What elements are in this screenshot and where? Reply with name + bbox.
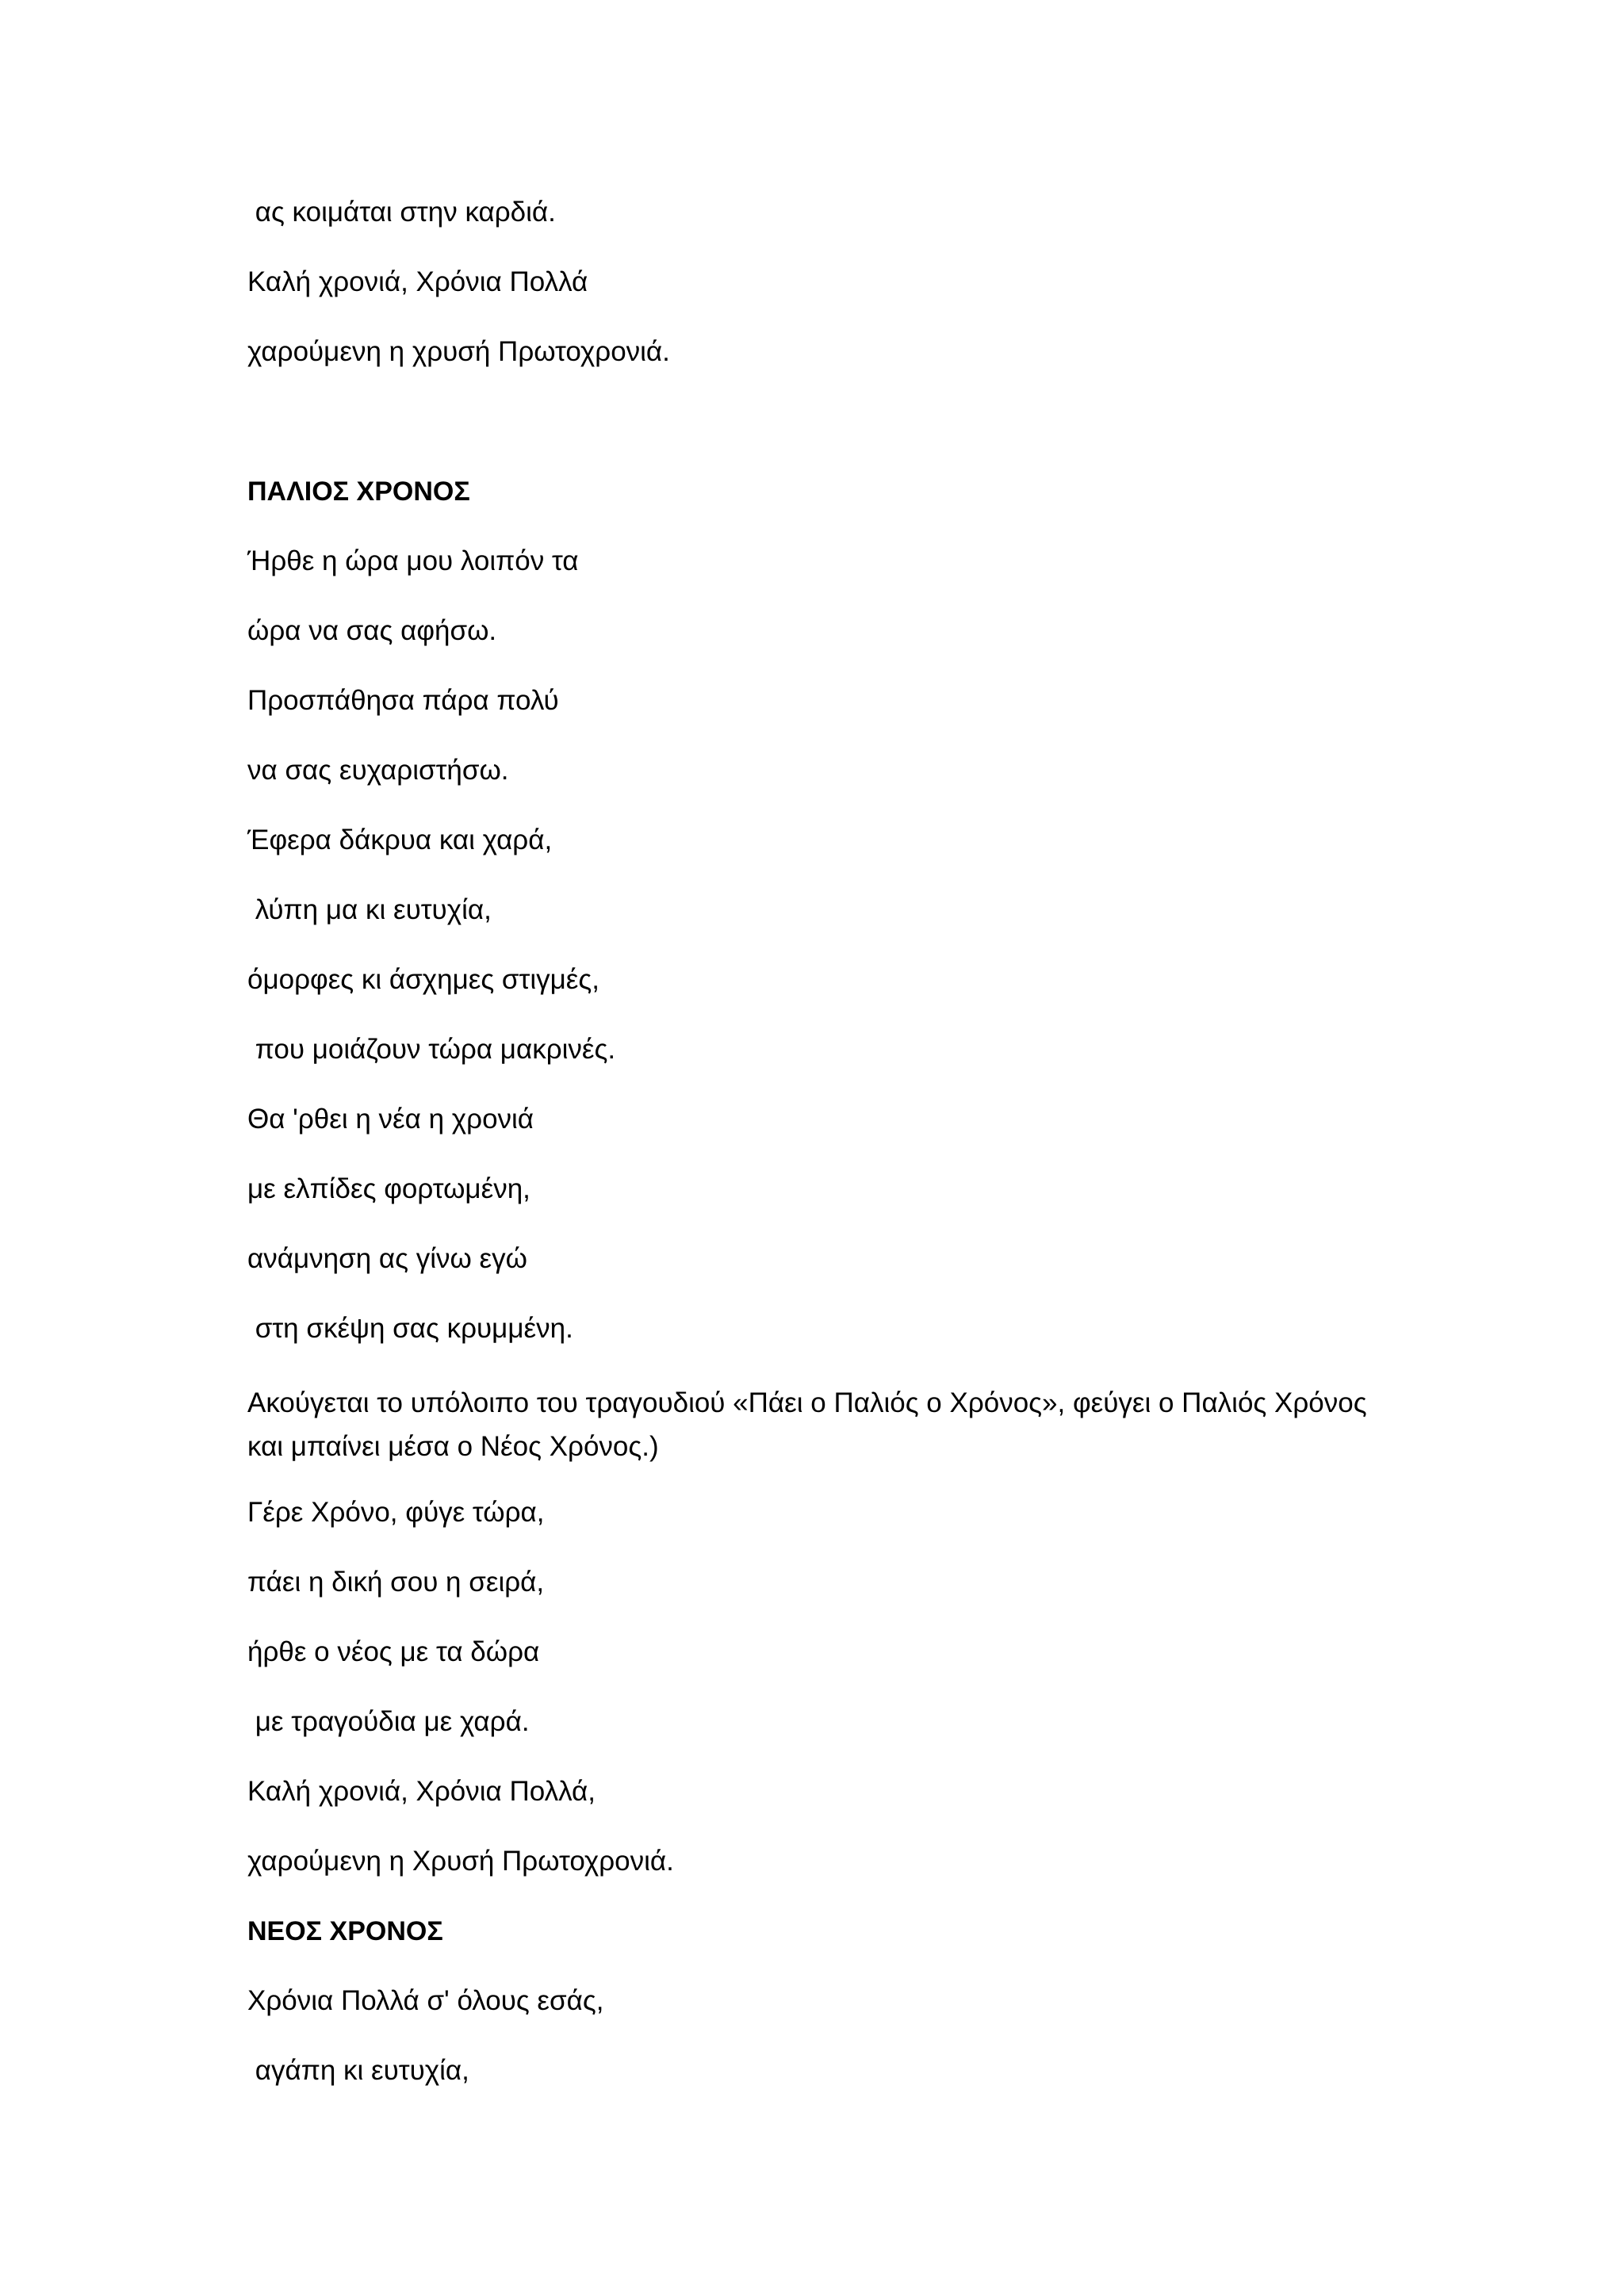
text-line: Γέρε Χρόνο, φύγε τώρα,: [247, 1497, 545, 1528]
text-line: να σας ευχαριστήσω.: [247, 755, 509, 786]
stage-direction: Ακούγεται το υπόλοιπο του τραγουδιού «Πάει ο Παλιός ο Χρόνος», φεύγει ο Παλιός Χρόνος και μπαίνει μέσα ο Νέος Χρόνος.): [247, 1387, 1367, 1462]
text-line: ας κοιμάται στην καρδιά.: [247, 197, 556, 228]
text-line: ήρθε ο νέος με τα δώρα: [247, 1636, 540, 1667]
text-line: Θα 'ρθει η νέα η χρονιά: [247, 1104, 534, 1135]
text-line: Καλή χρονιά, Χρόνια Πολλά,: [247, 1776, 596, 1807]
section-heading-old-year: ΠΑΛΙΟΣ ΧΡΟΝΟΣ: [247, 476, 470, 507]
text-line: Καλή χρονιά, Χρόνια Πολλά: [247, 266, 588, 297]
text-line: Ήρθε η ώρα μου λοιπόν τα: [247, 545, 579, 576]
section-heading-new-year: ΝΕΟΣ ΧΡΟΝΟΣ: [247, 1916, 443, 1946]
text-line: που μοιάζουν τώρα μακρινές.: [247, 1034, 616, 1065]
text-line: χαρούμενη η χρυσή Πρωτοχρονιά.: [247, 336, 670, 367]
text-line: πάει η δική σου η σειρά,: [247, 1567, 545, 1598]
text-line: χαρούμενη η Χρυσή Πρωτοχρονιά.: [247, 1846, 674, 1877]
text-line: με ελπίδες φορτωμένη,: [247, 1173, 530, 1204]
text-column: [247, 195, 1389, 2123]
text-line: Έφερα δάκρυα και χαρά,: [247, 825, 553, 855]
text-line: στη σκέψη σας κρυμμένη.: [247, 1313, 573, 1344]
text-line: ώρα να σας αφήσω.: [247, 615, 497, 646]
text-line: ανάμνηση ας γίνω εγώ: [247, 1243, 527, 1274]
section-spacer: [247, 404, 1389, 474]
text-line: με τραγούδια με χαρά.: [247, 1706, 530, 1737]
text-line: Προσπάθησα πάρα πολύ: [247, 685, 559, 716]
text-line: αγάπη κι ευτυχία,: [247, 2055, 469, 2086]
text-line: όμορφες κι άσχημες στιγμές,: [247, 964, 599, 995]
text-line: λύπη μα κι ευτυχία,: [247, 894, 492, 925]
text-line: Χρόνια Πολλά σ' όλους εσάς,: [247, 1985, 604, 2016]
